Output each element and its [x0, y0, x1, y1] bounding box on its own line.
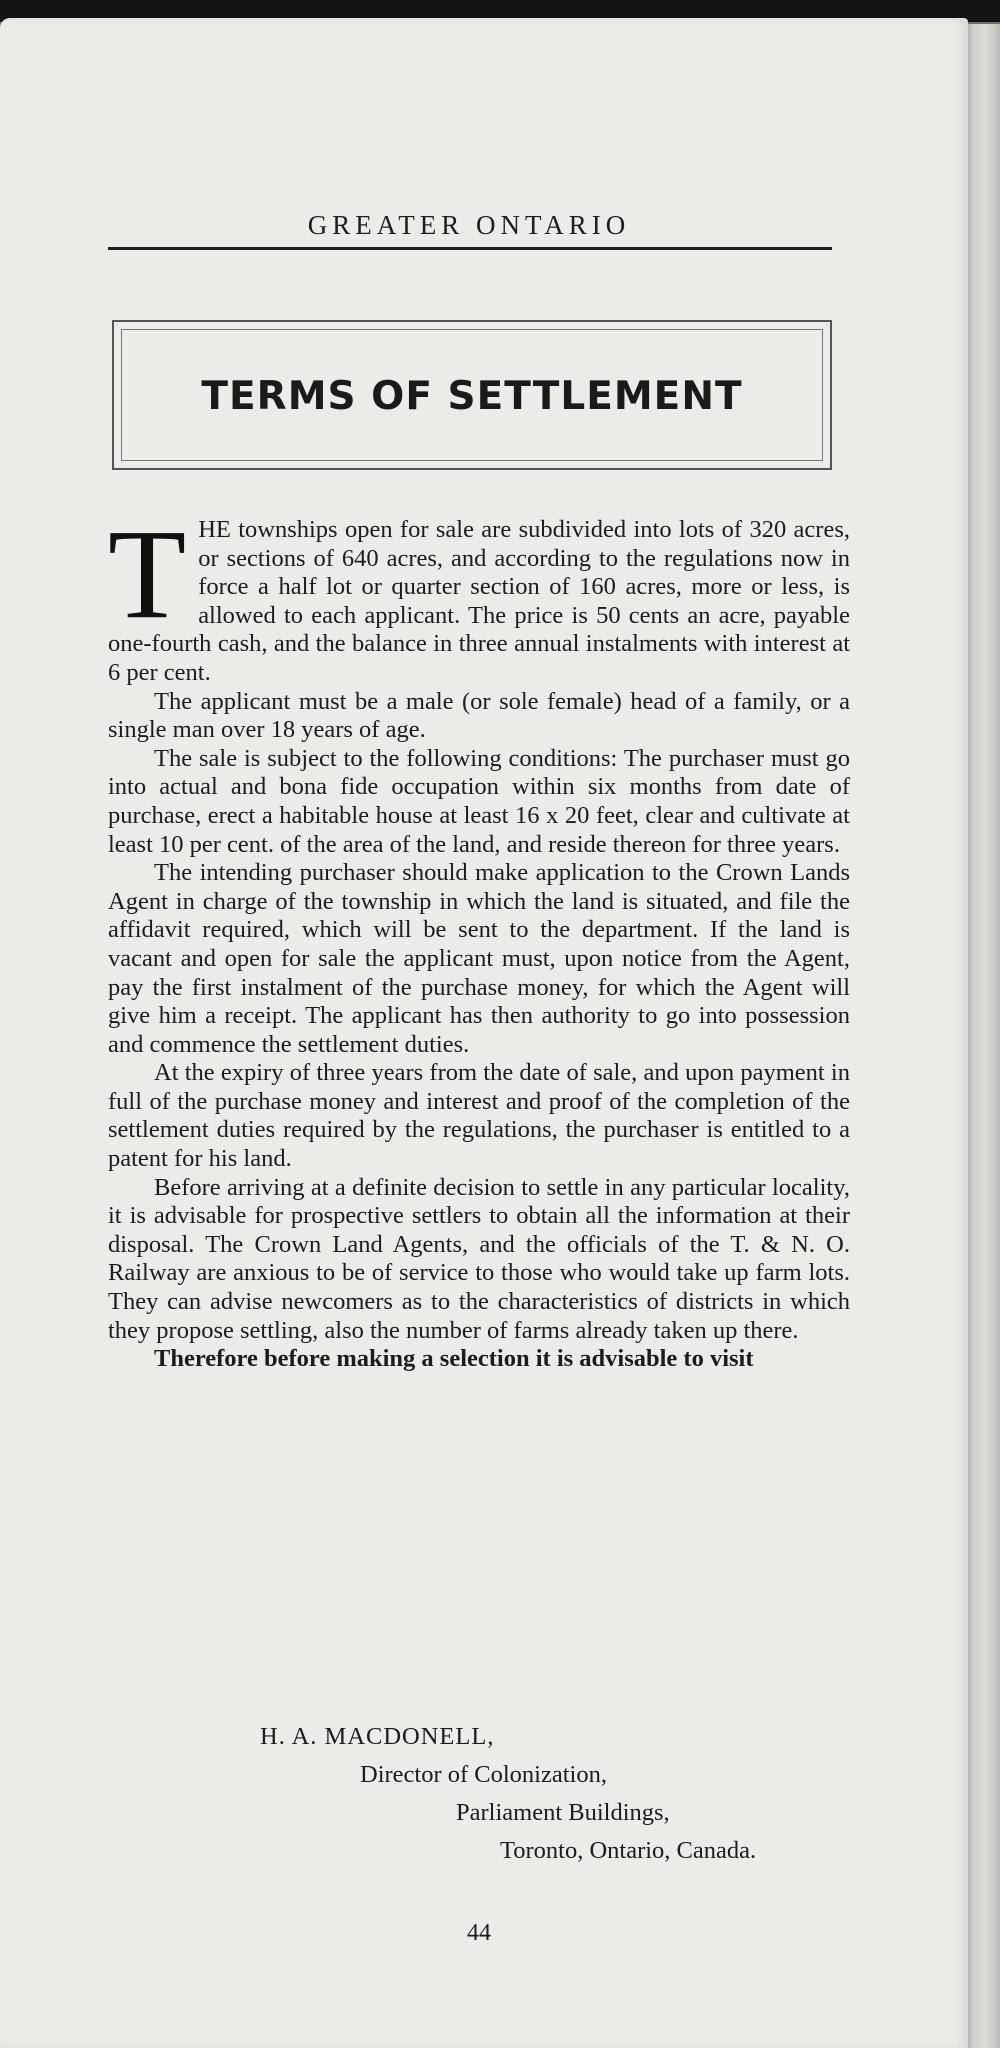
page-title: TERMS OF SETTLEMENT: [201, 374, 743, 419]
signature-city: Toronto, Ontario, Canada.: [500, 1837, 757, 1864]
paragraph-1: [108, 503, 850, 688]
paragraph-7: Therefore before making a selection it is advisable to visit: [154, 1345, 754, 1373]
signature-block: [108, 1718, 850, 1870]
running-head-rule: [108, 247, 832, 250]
paragraph-6: Before arriving at a definite decision to settle in any particular locality, it is advisable for prospective settlers to obtain all the information at their disposal. The Crown Land Agents, and the officials of the T. & N. O. Railway are anxious to be of service to those who would take up farm lots. They can advise newcomers as to the characteristics of districts in which they propose settling, also the number of farms already taken up there.: [108, 1173, 850, 1344]
signature-building: Parliament Buildings,: [456, 1799, 670, 1826]
paragraph-1-text: HE townships open for sale are subdivided into lots of 320 acres, or sections of 640 acres, and according to the regulations now in force a half lot or quarter section of 160 acres, more or less, is allowed to each applicant. The price is 50 cents an acre, payable one-fourth cash, and the balance in three annual instalments with interest at 6 per cent.: [108, 516, 850, 686]
paragraph-3: The sale is subject to the following conditions: The purchaser must go into actual and bona fide occupation within six months from date of purchase, erect a habitable house at least 16 x 20 feet, clear and cultivate at least 10 per cent. of the area of the land, and reside thereon for three years.: [108, 744, 850, 858]
paragraph-4: The intending purchaser should make application to the Crown Lands Agent in charge of the township in which the land is situated, and file the affidavit required, which will be sent to the department. If the land is vacant and open for sale the applicant must, upon notice from the Agent, pay the first instalment of the purchase money, for which the Agent will give him a receipt. The applicant has then authority to go into possession and commence the settlement duties.: [108, 859, 850, 1058]
running-head: GREATER ONTARIO: [307, 210, 631, 240]
signature-title: Director of Colonization,: [360, 1761, 607, 1788]
drop-cap: T: [108, 503, 187, 645]
page-number: 44: [467, 1920, 491, 1946]
signature-name: H. A. MACDONELL,: [260, 1723, 495, 1750]
paragraph-5: At the expiry of three years from the date of sale, and upon payment in full of the purchase money and interest and proof of the completion of the settlement duties required by the regulations, the purchaser is entitled to a patent for his land.: [108, 1059, 850, 1173]
paragraph-2: The applicant must be a male (or sole female) head of a family, or a single man over 18 years of age.: [108, 687, 850, 744]
title-frame: [112, 320, 832, 470]
body-text: [108, 503, 850, 1374]
